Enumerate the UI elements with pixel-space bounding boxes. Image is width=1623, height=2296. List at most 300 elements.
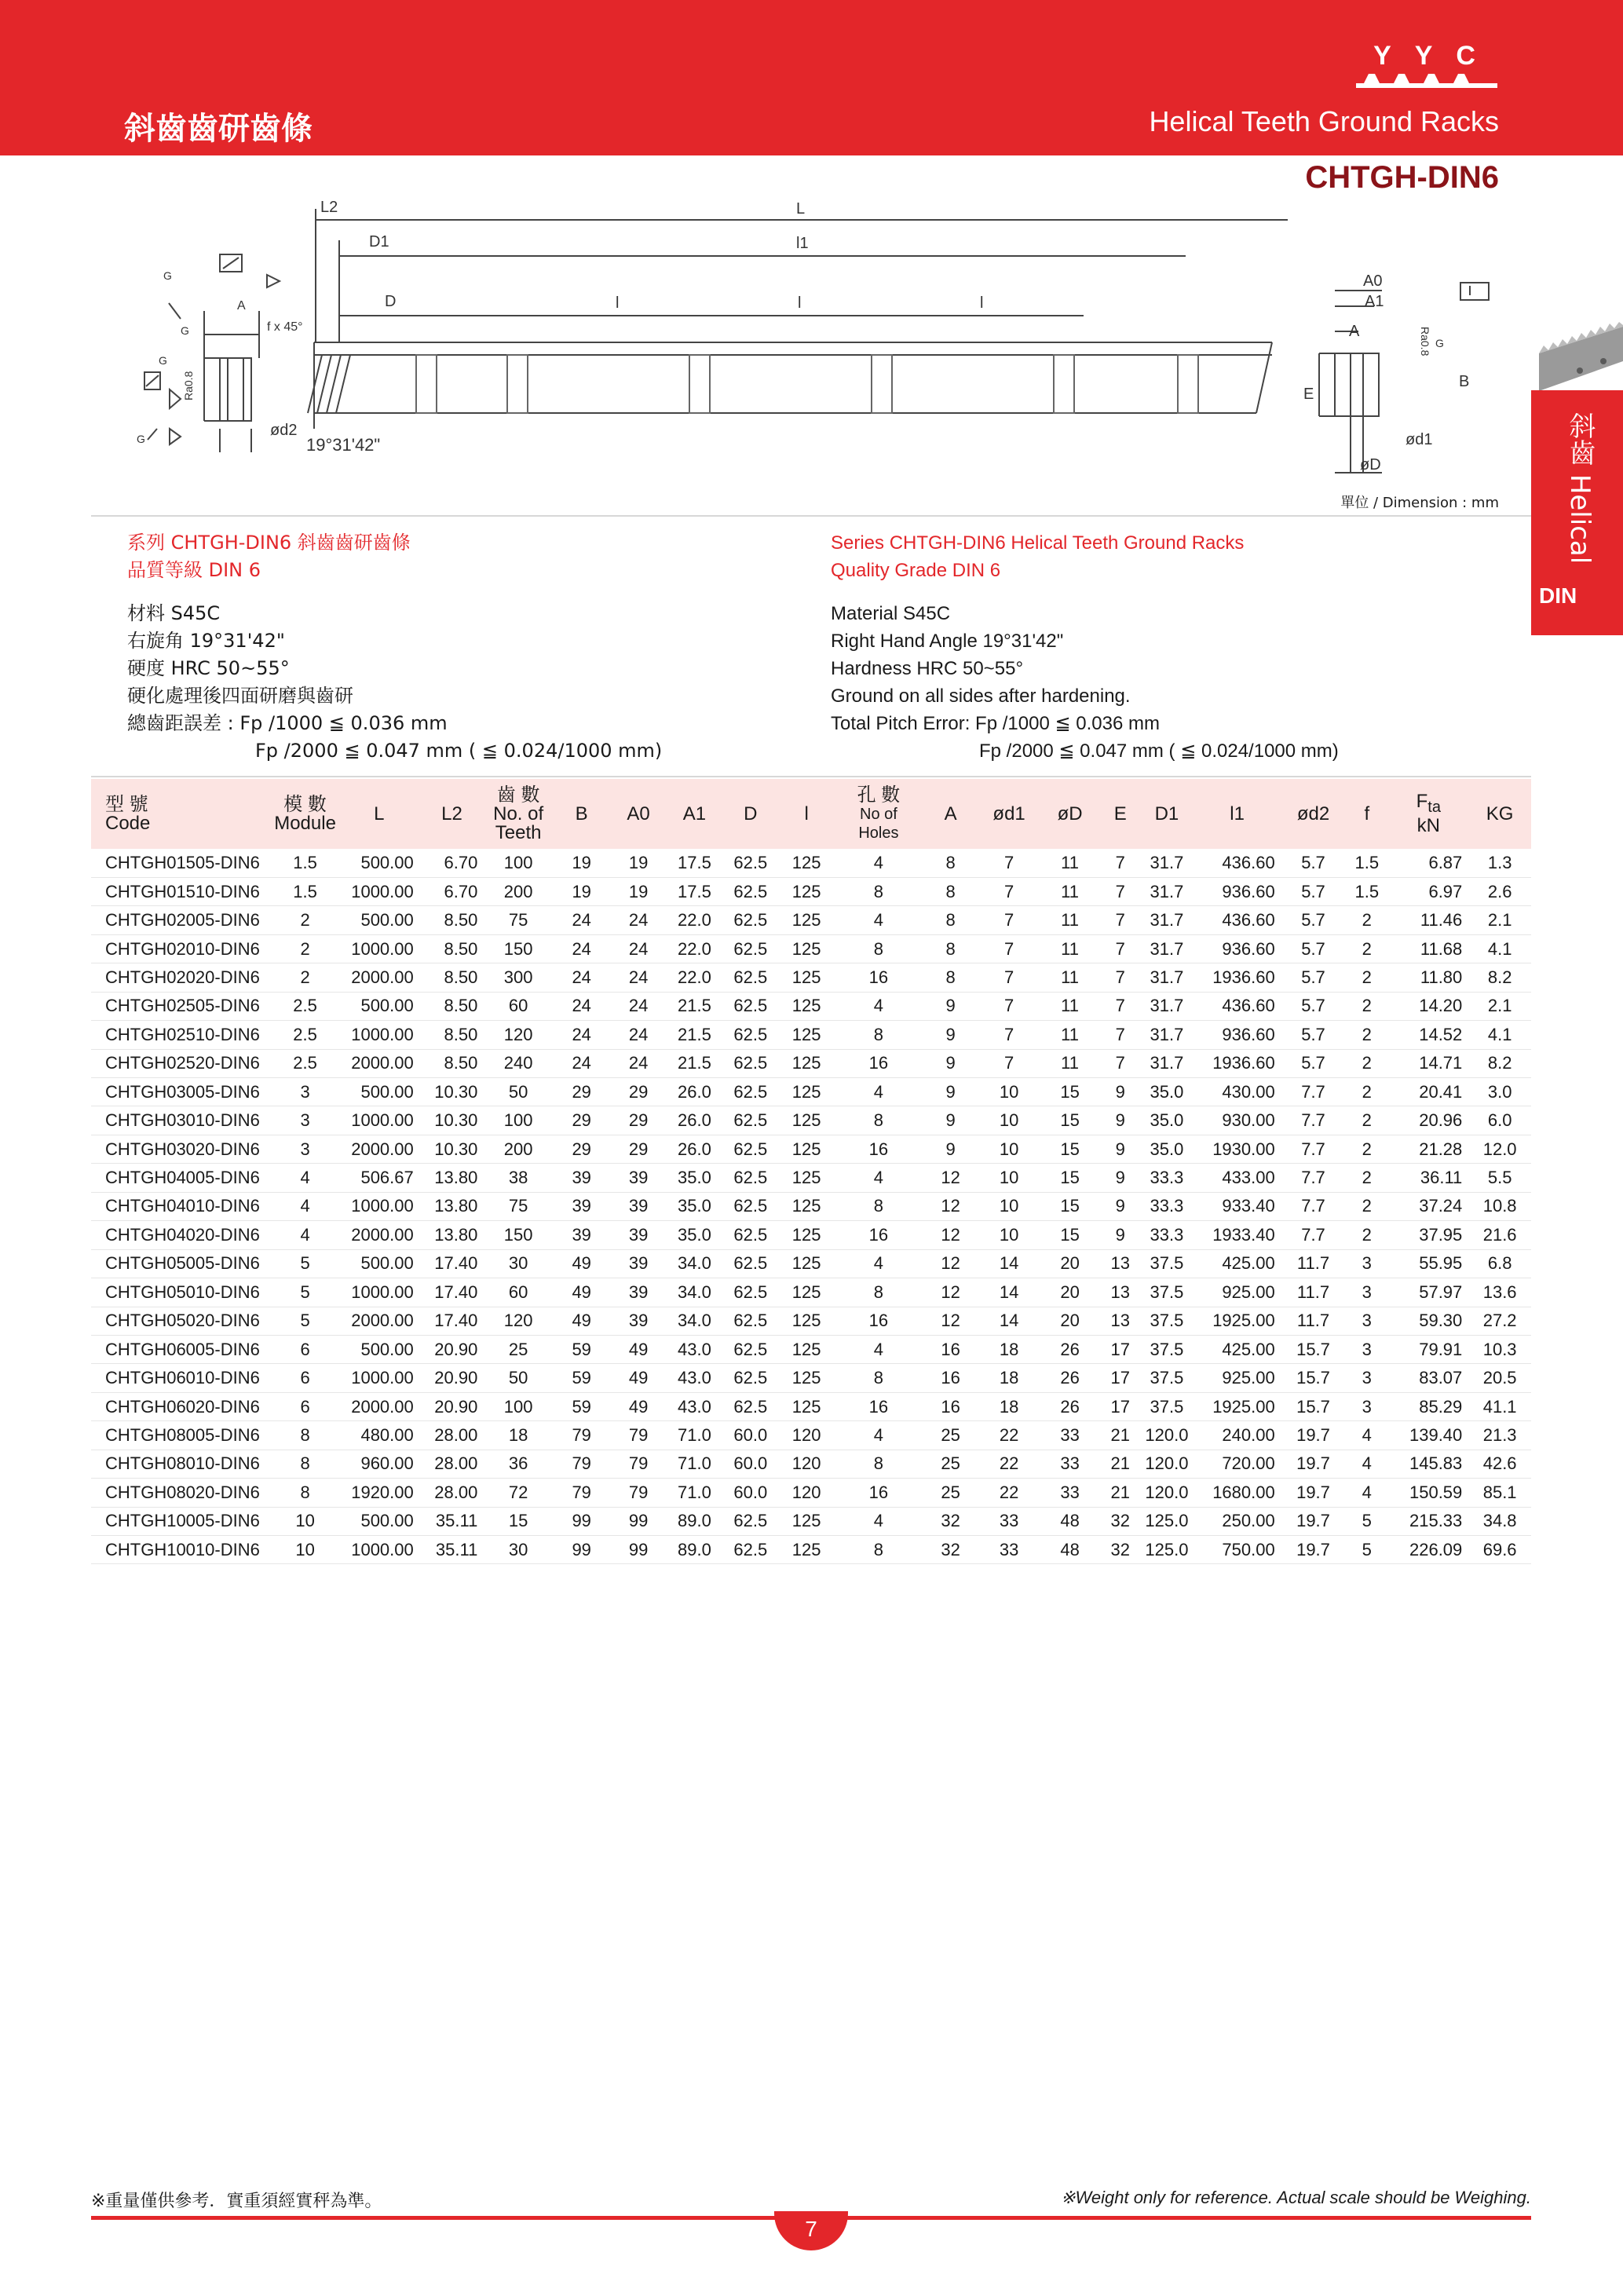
table-cell: 62.5	[722, 1049, 778, 1077]
table-cell: 14.52	[1388, 1021, 1468, 1049]
divider	[91, 515, 1531, 517]
table-cell: 215.33	[1388, 1507, 1468, 1535]
table-cell: 1000.00	[338, 1536, 420, 1564]
table-cell: 10	[978, 1106, 1039, 1135]
table-cell: 4	[1345, 1479, 1388, 1507]
th-fta: $F_{ta}$ kN	[1416, 791, 1441, 836]
table-cell: 5	[272, 1278, 338, 1307]
table-cell: 5.7	[1281, 877, 1346, 905]
table-cell: 6	[272, 1392, 338, 1420]
table-cell: 930.00	[1193, 1106, 1281, 1135]
table-cell: 26	[1040, 1335, 1100, 1363]
table-cell: 3	[1345, 1307, 1388, 1335]
table-cell: 60.0	[722, 1479, 778, 1507]
table-cell: 20.90	[420, 1335, 484, 1363]
table-cell: 62.5	[722, 1192, 778, 1220]
table-cell: 20.96	[1388, 1106, 1468, 1135]
table-cell: 8.50	[420, 934, 484, 963]
table-cell: 49	[610, 1392, 666, 1420]
model-code: CHTGH-DIN6	[1305, 160, 1499, 195]
table-cell: 62.5	[722, 906, 778, 934]
table-cell: 31.7	[1140, 963, 1193, 992]
table-cell: 22	[978, 1479, 1039, 1507]
table-cell: 16	[923, 1392, 978, 1420]
table-cell: 10	[272, 1536, 338, 1564]
dimension-unit: 單位 / Dimension : mm	[1340, 495, 1499, 511]
cell-code: CHTGH01505-DIN6	[91, 849, 272, 877]
spec-en-material: Material S45C	[831, 603, 951, 624]
label-d2: ød2	[270, 422, 298, 439]
table-cell: 7	[1100, 1049, 1140, 1077]
table-cell: 7	[978, 849, 1039, 877]
table-cell: 33	[1040, 1421, 1100, 1450]
table-cell: 5	[272, 1249, 338, 1278]
table-cell: 8	[272, 1450, 338, 1478]
table-cell: 7.7	[1281, 1078, 1346, 1106]
table-cell: 99	[610, 1507, 666, 1535]
table-cell: 7	[1100, 1021, 1140, 1049]
table-cell: 1000.00	[338, 1021, 420, 1049]
table-cell: 34.8	[1468, 1507, 1531, 1535]
table-cell: 62.5	[722, 1078, 778, 1106]
spec-en-hardness: Hardness HRC 50~55°	[831, 658, 1024, 679]
table-cell: 35.0	[667, 1221, 722, 1249]
table-cell: 59	[553, 1392, 610, 1420]
table-cell: 24	[610, 1049, 666, 1077]
table-cell: 8	[835, 1106, 923, 1135]
table-cell: 35.0	[667, 1164, 722, 1192]
table-cell: 10	[978, 1078, 1039, 1106]
table-cell: 83.07	[1388, 1364, 1468, 1392]
table-cell: 6.70	[420, 849, 484, 877]
table-cell: 37.5	[1140, 1392, 1193, 1420]
table-row	[91, 906, 1531, 934]
table-cell: 50	[484, 1364, 553, 1392]
table-cell: 24	[610, 992, 666, 1020]
table-cell: 9	[923, 1049, 978, 1077]
table-cell: 1.5	[1345, 877, 1388, 905]
cell-code: CHTGH06020-DIN6	[91, 1392, 272, 1420]
table-cell: 8	[923, 877, 978, 905]
cell-code: CHTGH02020-DIN6	[91, 963, 272, 992]
table-cell: 1000.00	[338, 1278, 420, 1307]
table-cell: 480.00	[338, 1421, 420, 1450]
table-cell: 16	[835, 1135, 923, 1163]
th-holes: 孔 數 No of Holes	[857, 784, 901, 842]
table-cell: 24	[553, 906, 610, 934]
table-cell: 24	[610, 963, 666, 992]
table-cell: 79	[553, 1421, 610, 1450]
table-cell: 125	[778, 1392, 834, 1420]
table-cell: 8	[923, 963, 978, 992]
table-cell: 28.00	[420, 1450, 484, 1478]
table-cell: 16	[835, 1221, 923, 1249]
table-cell: 8	[835, 934, 923, 963]
table-cell: 43.0	[667, 1392, 722, 1420]
table-cell: 20	[1040, 1249, 1100, 1278]
table-row	[91, 1450, 1531, 1478]
label-D: D	[385, 293, 397, 310]
table-cell: 13.80	[420, 1221, 484, 1249]
table-cell: 39	[553, 1192, 610, 1220]
cell-code: CHTGH06010-DIN6	[91, 1364, 272, 1392]
table-cell: 936.60	[1193, 934, 1281, 963]
table-cell: 62.5	[722, 992, 778, 1020]
table-cell: 62.5	[722, 1164, 778, 1192]
table-cell: 79	[610, 1479, 666, 1507]
table-cell: 3.0	[1468, 1078, 1531, 1106]
cell-code: CHTGH02005-DIN6	[91, 906, 272, 934]
table-cell: 2	[1345, 906, 1388, 934]
table-cell: 19.7	[1281, 1479, 1346, 1507]
table-cell: 6.8	[1468, 1249, 1531, 1278]
table-cell: 62.5	[722, 1249, 778, 1278]
table-cell: 100	[484, 1106, 553, 1135]
table-cell: 37.24	[1388, 1192, 1468, 1220]
table-row	[91, 1106, 1531, 1135]
table-cell: 2000.00	[338, 963, 420, 992]
table-cell: 300	[484, 963, 553, 992]
table-cell: 34.0	[667, 1278, 722, 1307]
table-cell: 2000.00	[338, 1392, 420, 1420]
table-cell: 17.5	[667, 877, 722, 905]
cell-code: CHTGH01510-DIN6	[91, 877, 272, 905]
table-cell: 9	[923, 1135, 978, 1163]
table-cell: 36.11	[1388, 1164, 1468, 1192]
table-cell: 125	[778, 934, 834, 963]
table-cell: 62.5	[722, 1364, 778, 1392]
cell-code: CHTGH05010-DIN6	[91, 1278, 272, 1307]
table-cell: 125.0	[1140, 1507, 1193, 1535]
table-cell: 15	[484, 1507, 553, 1535]
cell-code: CHTGH04020-DIN6	[91, 1221, 272, 1249]
table-cell: 72	[484, 1479, 553, 1507]
table-row	[91, 934, 1531, 963]
cell-code: CHTGH08005-DIN6	[91, 1421, 272, 1450]
table-cell: 10	[978, 1221, 1039, 1249]
table-cell: 500.00	[338, 906, 420, 934]
table-cell: 436.60	[1193, 992, 1281, 1020]
table-cell: 200	[484, 877, 553, 905]
table-cell: 6.87	[1388, 849, 1468, 877]
table-cell: 15	[1040, 1192, 1100, 1220]
table-cell: 8.50	[420, 992, 484, 1020]
table-cell: 125	[778, 1221, 834, 1249]
label-ra-right: Ra0.8	[1419, 327, 1431, 356]
table-cell: 125	[778, 1249, 834, 1278]
table-cell: 19.7	[1281, 1450, 1346, 1478]
table-cell: 39	[610, 1307, 666, 1335]
table-cell: 4	[272, 1221, 338, 1249]
table-cell: 33	[978, 1536, 1039, 1564]
table-cell: 6.97	[1388, 877, 1468, 905]
label-g-3: G	[159, 354, 167, 367]
table-cell: 10	[272, 1507, 338, 1535]
table-cell: 24	[553, 992, 610, 1020]
table-cell: 69.6	[1468, 1536, 1531, 1564]
table-cell: 125	[778, 992, 834, 1020]
table-cell: 59	[553, 1364, 610, 1392]
table-cell: 8.2	[1468, 963, 1531, 992]
table-cell: 120	[484, 1307, 553, 1335]
table-cell: 150.59	[1388, 1479, 1468, 1507]
table-cell: 436.60	[1193, 849, 1281, 877]
table-cell: 31.7	[1140, 934, 1193, 963]
table-cell: 17.5	[667, 849, 722, 877]
table-cell: 2	[1345, 934, 1388, 963]
table-cell: 10.8	[1468, 1192, 1531, 1220]
table-cell: 16	[835, 1049, 923, 1077]
table-row	[91, 992, 1531, 1020]
table-cell: 4	[835, 849, 923, 877]
table-cell: 37.5	[1140, 1307, 1193, 1335]
table-cell: 42.6	[1468, 1450, 1531, 1478]
table-cell: 55.95	[1388, 1249, 1468, 1278]
table-cell: 5.7	[1281, 934, 1346, 963]
table-cell: 79	[553, 1450, 610, 1478]
table-cell: 6.0	[1468, 1106, 1531, 1135]
table-cell: 750.00	[1193, 1536, 1281, 1564]
table-cell: 7	[1100, 906, 1140, 934]
table-cell: 1.5	[272, 849, 338, 877]
th-code: 型 號 Code	[105, 793, 151, 834]
table-cell: 5.7	[1281, 1021, 1346, 1049]
page-number: 7	[774, 2211, 848, 2250]
label-chamfer: f x 45°	[267, 320, 303, 334]
table-cell: 500.00	[338, 1335, 420, 1363]
table-cell: 2	[1345, 1135, 1388, 1163]
table-cell: 9	[1100, 1164, 1140, 1192]
table-cell: 9	[1100, 1192, 1140, 1220]
spec-en-process: Ground on all sides after hardening.	[831, 686, 1131, 707]
th-B: B	[575, 803, 588, 824]
table-cell: 60	[484, 992, 553, 1020]
table-cell: 21.5	[667, 1021, 722, 1049]
spec-en-series: Series CHTGH-DIN6 Helical Teeth Ground Racks	[831, 532, 1245, 554]
table-cell: 37.5	[1140, 1278, 1193, 1307]
table-cell: 4	[835, 992, 923, 1020]
table-cell: 71.0	[667, 1421, 722, 1450]
table-row	[91, 1536, 1531, 1564]
table-cell: 14.71	[1388, 1049, 1468, 1077]
table-cell: 14	[978, 1307, 1039, 1335]
table-cell: 15	[1040, 1106, 1100, 1135]
table-cell: 2	[1345, 1078, 1388, 1106]
footer-note-en: ※Weight only for reference. Actual scale should be Weighing.	[1061, 2188, 1531, 2207]
table-cell: 100	[484, 849, 553, 877]
table-cell: 2	[1345, 1164, 1388, 1192]
table-cell: 925.00	[1193, 1278, 1281, 1307]
table-cell: 11.7	[1281, 1278, 1346, 1307]
table-cell: 3	[1345, 1335, 1388, 1363]
table-cell: 16	[923, 1335, 978, 1363]
table-cell: 11	[1040, 1021, 1100, 1049]
table-cell: 120.0	[1140, 1421, 1193, 1450]
table-cell: 19	[553, 849, 610, 877]
spec-en-angle: Right Hand Angle 19°31'42"	[831, 631, 1064, 652]
table-cell: 22	[978, 1450, 1039, 1478]
table-row	[91, 849, 1531, 877]
table-cell: 34.0	[667, 1249, 722, 1278]
label-B: B	[1459, 373, 1470, 390]
table-cell: 60.0	[722, 1421, 778, 1450]
table-cell: 32	[923, 1507, 978, 1535]
table-cell: 62.5	[722, 1392, 778, 1420]
table-row	[91, 1078, 1531, 1106]
table-cell: 933.40	[1193, 1192, 1281, 1220]
th-module: 模 數 Module	[274, 793, 336, 834]
table-cell: 17.40	[420, 1278, 484, 1307]
table-cell: 7.7	[1281, 1192, 1346, 1220]
table-cell: 48	[1040, 1507, 1100, 1535]
table-cell: 226.09	[1388, 1536, 1468, 1564]
table-cell: 125.0	[1140, 1536, 1193, 1564]
table-cell: 2	[272, 906, 338, 934]
label-A0: A0	[1363, 272, 1383, 290]
table-cell: 7	[1100, 963, 1140, 992]
cell-code: CHTGH03010-DIN6	[91, 1106, 272, 1135]
table-cell: 26	[1040, 1392, 1100, 1420]
table-cell: 8	[923, 849, 978, 877]
table-cell: 12	[923, 1249, 978, 1278]
label-D1: D1	[369, 233, 389, 250]
table-cell: 24	[553, 1021, 610, 1049]
table-cell: 15.7	[1281, 1364, 1346, 1392]
table-cell: 9	[923, 1021, 978, 1049]
label-L: L	[796, 200, 806, 218]
table-cell: 506.67	[338, 1164, 420, 1192]
table-cell: 13	[1100, 1249, 1140, 1278]
table-cell: 3	[1345, 1278, 1388, 1307]
table-cell: 7	[978, 877, 1039, 905]
table-cell: 7.7	[1281, 1164, 1346, 1192]
table-cell: 125	[778, 1278, 834, 1307]
th-A1: A1	[682, 803, 707, 824]
table-cell: 1000.00	[338, 877, 420, 905]
table-cell: 79	[610, 1450, 666, 1478]
table-cell: 1.5	[272, 877, 338, 905]
table-cell: 125	[778, 1192, 834, 1220]
table-cell: 8	[835, 1192, 923, 1220]
table-cell: 2	[1345, 992, 1388, 1020]
table-cell: 125	[778, 1164, 834, 1192]
table-cell: 8	[923, 906, 978, 934]
table-cell: 26	[1040, 1364, 1100, 1392]
table-row	[91, 1507, 1531, 1535]
page-title-en: Helical Teeth Ground Racks	[1149, 105, 1499, 137]
table-cell: 62.5	[722, 1221, 778, 1249]
table-cell: 62.5	[722, 849, 778, 877]
table-cell: 16	[835, 1307, 923, 1335]
table-cell: 60.0	[722, 1450, 778, 1478]
table-cell: 125	[778, 849, 834, 877]
table-cell: 15	[1040, 1078, 1100, 1106]
table-row	[91, 1278, 1531, 1307]
table-cell: 4	[835, 1164, 923, 1192]
table-cell: 4	[1345, 1421, 1388, 1450]
table-cell: 10.30	[420, 1106, 484, 1135]
label-l-1: l	[616, 294, 620, 312]
label-g-4: G	[137, 433, 145, 445]
table-cell: 19.7	[1281, 1536, 1346, 1564]
table-cell: 19.7	[1281, 1507, 1346, 1535]
table-cell: 18	[978, 1364, 1039, 1392]
table-cell: 24	[610, 934, 666, 963]
th-l1: l1	[1230, 803, 1245, 824]
table-row	[91, 1249, 1531, 1278]
table-cell: 4	[272, 1164, 338, 1192]
table-row	[91, 1479, 1531, 1507]
table-cell: 33	[1040, 1479, 1100, 1507]
table-cell: 33	[978, 1507, 1039, 1535]
table-cell: 62.5	[722, 1021, 778, 1049]
cell-code: CHTGH10005-DIN6	[91, 1507, 272, 1535]
table-cell: 19	[610, 877, 666, 905]
table-cell: 14	[978, 1249, 1039, 1278]
table-cell: 25	[484, 1335, 553, 1363]
spec-en-quality: Quality Grade DIN 6	[831, 560, 1001, 581]
table-cell: 1000.00	[338, 1192, 420, 1220]
table-cell: 433.00	[1193, 1164, 1281, 1192]
table-cell: 1.3	[1468, 849, 1531, 877]
table-cell: 43.0	[667, 1364, 722, 1392]
cell-code: CHTGH02505-DIN6	[91, 992, 272, 1020]
table-cell: 71.0	[667, 1450, 722, 1478]
table-cell: 8	[835, 1536, 923, 1564]
table-row	[91, 1135, 1531, 1163]
table-cell: 29	[610, 1078, 666, 1106]
table-cell: 16	[923, 1364, 978, 1392]
spec-zh-pitch1: 總齒距誤差 : Fp /1000 ≦ 0.036 mm	[127, 712, 448, 734]
table-cell: 7	[1100, 877, 1140, 905]
spec-zh-process: 硬化處理後四面研磨與齒研	[127, 685, 353, 707]
table-cell: 21.5	[667, 1049, 722, 1077]
table-cell: 11.7	[1281, 1249, 1346, 1278]
table-cell: 79.91	[1388, 1335, 1468, 1363]
table-cell: 2.5	[272, 1021, 338, 1049]
table-cell: 10	[978, 1135, 1039, 1163]
table-row	[91, 1421, 1531, 1450]
spec-en-pitch1: Total Pitch Error: Fp /1000 ≦ 0.036 mm	[831, 713, 1160, 734]
table-cell: 59	[553, 1335, 610, 1363]
table-cell: 8	[835, 1450, 923, 1478]
table-cell: 28.00	[420, 1479, 484, 1507]
table-cell: 7	[978, 906, 1039, 934]
table-cell: 62.5	[722, 1335, 778, 1363]
table-cell: 39	[553, 1164, 610, 1192]
table-cell: 13.80	[420, 1192, 484, 1220]
table-cell: 7	[1100, 934, 1140, 963]
label-g-1: G	[163, 269, 172, 282]
table-cell: 2000.00	[338, 1049, 420, 1077]
table-cell: 16	[835, 963, 923, 992]
table-cell: 120	[484, 1021, 553, 1049]
table-cell: 31.7	[1140, 1021, 1193, 1049]
table-cell: 39	[610, 1249, 666, 1278]
table-cell: 12	[923, 1221, 978, 1249]
table-cell: 4	[835, 1421, 923, 1450]
table-cell: 21.5	[667, 992, 722, 1020]
table-cell: 10	[978, 1192, 1039, 1220]
table-cell: 2000.00	[338, 1307, 420, 1335]
th-l: l	[804, 803, 809, 824]
cell-code: CHTGH03020-DIN6	[91, 1135, 272, 1163]
table-cell: 6	[272, 1364, 338, 1392]
table-cell: 12	[923, 1307, 978, 1335]
table-cell: 22.0	[667, 963, 722, 992]
table-cell: 24	[553, 1049, 610, 1077]
table-cell: 1925.00	[1193, 1392, 1281, 1420]
